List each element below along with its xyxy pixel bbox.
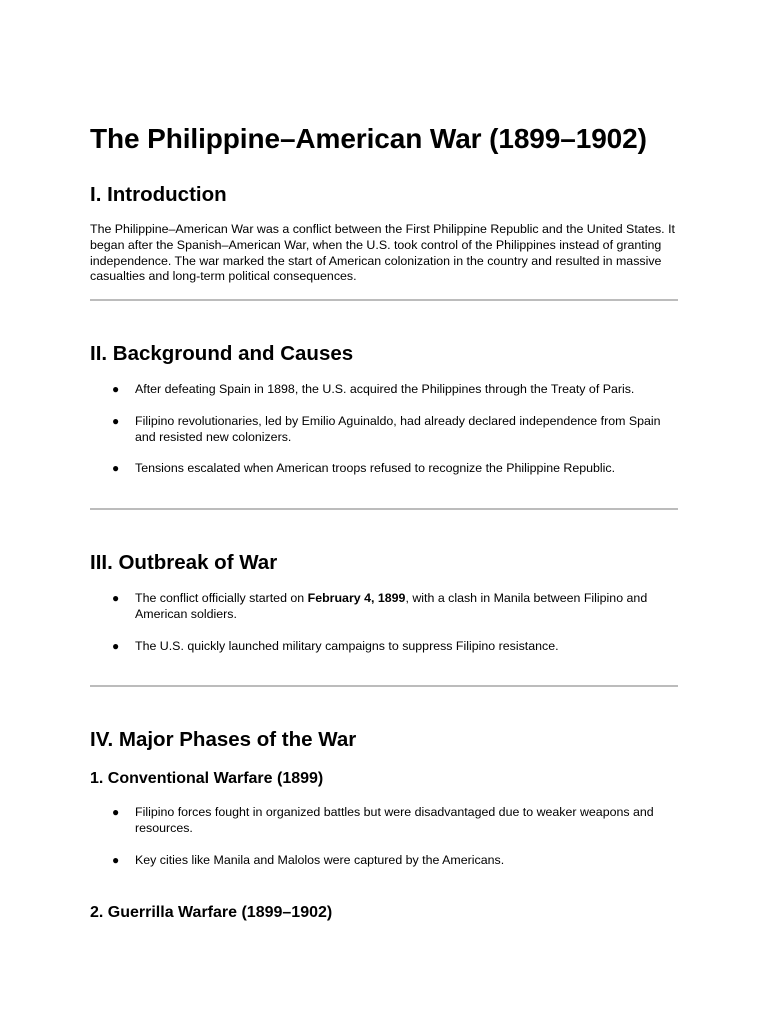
outbreak-list bbox=[90, 591, 678, 654]
list-item-text: Key cities like Manila and Malolos were captured by the Americans. bbox=[135, 852, 505, 867]
bullet-icon: ● bbox=[112, 852, 120, 867]
section-outbreak bbox=[90, 551, 678, 575]
conventional-list bbox=[90, 805, 678, 868]
list-item bbox=[90, 461, 678, 477]
bullet-icon: ● bbox=[112, 591, 120, 605]
list-item-text-start: The conflict officially started on bbox=[135, 591, 308, 605]
bullet-icon: ● bbox=[112, 461, 120, 476]
section-heading-background: II. Background and Causes bbox=[90, 342, 354, 365]
section-heading-introduction: I. Introduction bbox=[90, 183, 227, 206]
subsection-conventional bbox=[90, 769, 678, 789]
bullet-icon: ● bbox=[112, 382, 120, 396]
start-date-emphasis: February 4, 1899 bbox=[307, 591, 406, 605]
list-item bbox=[90, 853, 678, 869]
section-divider bbox=[90, 685, 678, 687]
list-item-text: The U.S. quickly launched military campaigns to suppress Filipino resistance. bbox=[135, 638, 559, 653]
list-item-text: Filipino revolutionaries, led by Emilio Aguinaldo, had already declared independence from Spain and resisted new colonizers. bbox=[135, 413, 661, 444]
subsection-heading-conventional: 1. Conventional Warfare (1899) bbox=[90, 770, 324, 787]
list-item bbox=[90, 382, 678, 398]
list-item-text: After defeating Spain in 1898, the U.S. acquired the Philippines through the Treaty of Paris. bbox=[135, 382, 635, 396]
intro-body bbox=[90, 222, 678, 285]
section-heading-phases: IV. Major Phases of the War bbox=[90, 728, 357, 751]
bullet-icon: ● bbox=[112, 413, 120, 428]
list-item bbox=[90, 639, 678, 655]
list-item-text: Filipino forces fought in organized battles but were disadvantaged due to weaker weapons and resources. bbox=[135, 805, 654, 835]
section-divider bbox=[90, 299, 678, 301]
background-list bbox=[90, 382, 678, 477]
list-item-text-end: , with a clash in Manila between Filipino and American soldiers. bbox=[135, 591, 648, 621]
section-heading-outbreak: III. Outbreak of War bbox=[90, 551, 278, 574]
section-background bbox=[90, 342, 678, 366]
section-introduction bbox=[90, 183, 678, 207]
document-title: The Philippine–American War (1899–1902) bbox=[90, 123, 647, 154]
section-divider bbox=[90, 508, 678, 510]
subsection-guerrilla bbox=[90, 903, 678, 923]
section-phases bbox=[90, 728, 678, 752]
list-item bbox=[90, 805, 678, 837]
subsection-heading-guerrilla: 2. Guerrilla Warfare (1899–1902) bbox=[90, 904, 333, 921]
list-item bbox=[90, 591, 678, 623]
bullet-icon: ● bbox=[112, 805, 120, 819]
list-item-text: Tensions escalated when American troops refused to recognize the Philippine Republic. bbox=[135, 461, 616, 476]
intro-paragraph: The Philippine–American War was a conflict between the First Philippine Republic and the United States. It began after the Spanish–American War, when the U.S. took control of the Philippines instead of granting independence. The war marked the start of American colonization in the country and resulted in massive casualties and long-term political consequences. bbox=[90, 222, 675, 284]
bullet-icon: ● bbox=[112, 638, 120, 653]
list-item bbox=[90, 414, 678, 446]
